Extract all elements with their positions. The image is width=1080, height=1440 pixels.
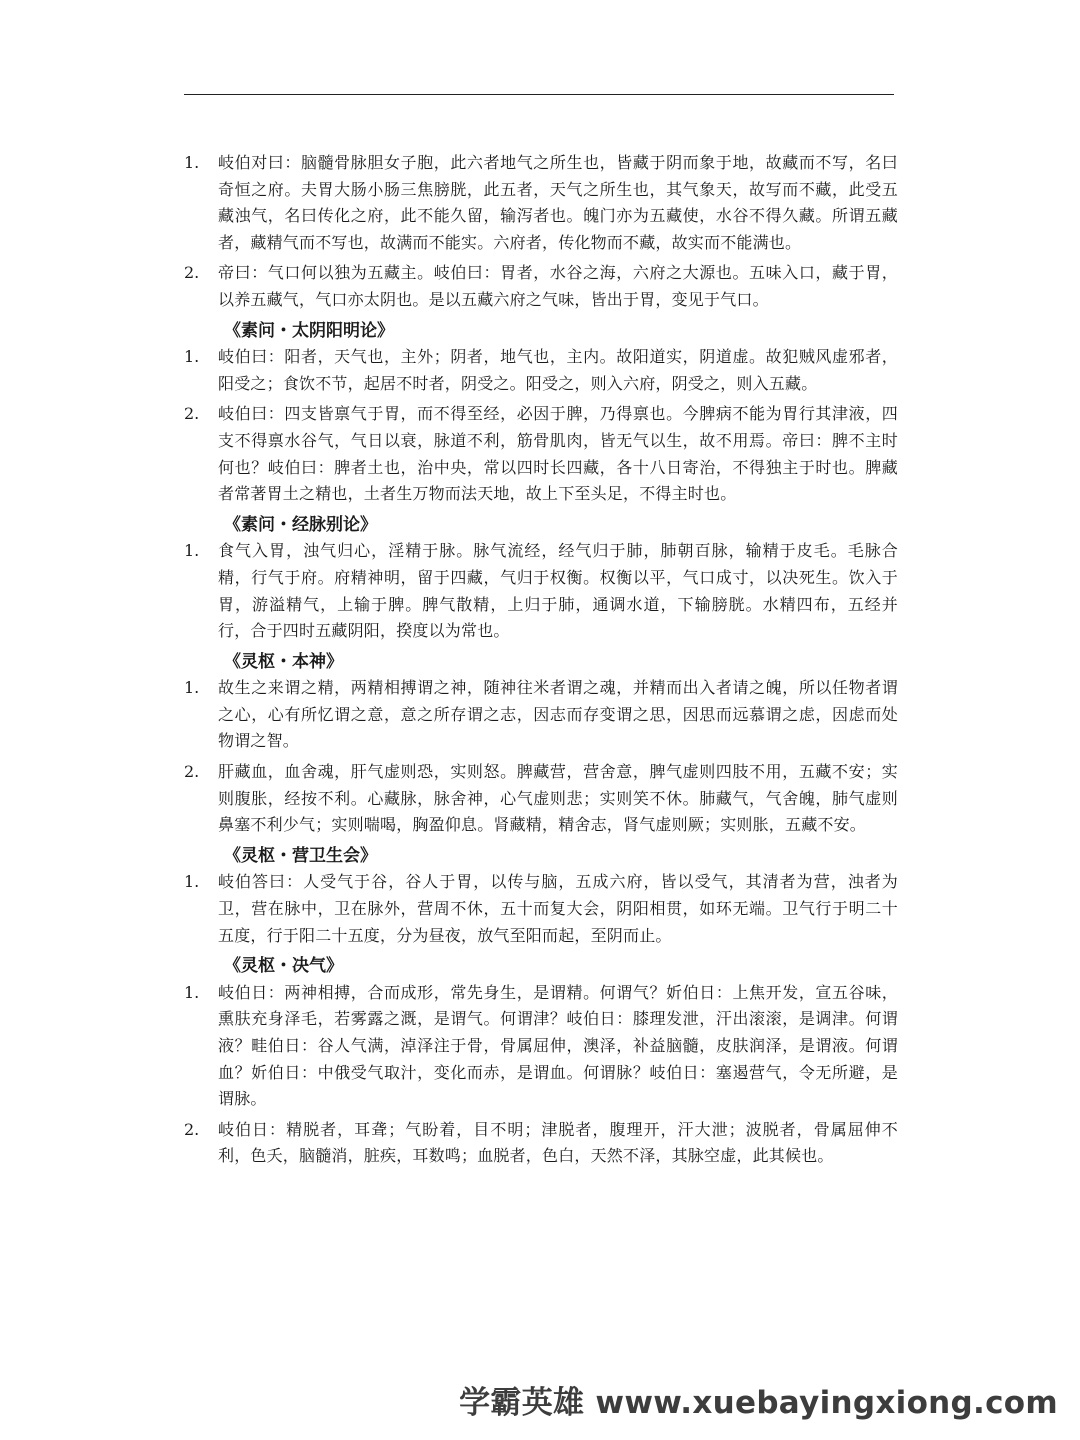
item-number: 1. bbox=[184, 982, 200, 1002]
item-text: 肝藏血，血舍魂，肝气虚则恐，实则怒。脾藏营，营舍意，脾气虚则四肢不用，五藏不安；实则腹胀，经按不利。心藏脉，脉舍神，心气虚则悲；实则笑不休。肺藏气，气舍魄，肺气虚则鼻塞不利少气；实则喘喝，胸盈仰息。肾藏精，精舍志，肾气虚则厥；实则胀，五藏不安。 bbox=[218, 762, 898, 835]
item-number: 1. bbox=[184, 678, 200, 698]
item-text: 岐伯曰：四支皆禀气于胃，而不得至经，必因于脾，乃得禀也。今脾病不能为胃行其津液，四支不得禀水谷气，气日以衰，脉道不利，筋骨肌肉，皆无气以生，故不用焉。帝曰：脾不主时何也？岐伯曰：脾者土也，治中央，常以四时长四藏，各十八日寄治，不得独主于时也。脾藏者常著胃土之精也，土者生万物而法天地，故上下至头足，不得主时也。 bbox=[218, 404, 898, 504]
list-item bbox=[184, 759, 898, 839]
item-text: 故生之来谓之精，两精相搏谓之神，随神往米者谓之魂，并精而出入者请之魄，所以任物者谓之心，心有所忆谓之意，意之所存谓之志，因志而存变谓之思，因思而远慕谓之虑，因虑而处物谓之智。 bbox=[218, 678, 898, 751]
section-heading: 《灵枢・决气》 bbox=[224, 956, 343, 977]
section-heading: 《灵枢・本神》 bbox=[224, 651, 343, 672]
watermark: 学霸英雄 www.xuebayingxiong.com bbox=[459, 1385, 1058, 1421]
section-heading: 《素问・经脉别论》 bbox=[224, 514, 377, 535]
item-text: 食气入胃，浊气归心，淫精于脉。脉气流经，经气归于肺，肺朝百脉，输精于皮毛。毛脉合精，行气于府。府精神明，留于四藏，气归于权衡。权衡以平，气口成寸，以决死生。饮入于胃，游溢精气，上输于脾。脾气散精，上归于肺，通调水道，下输膀胱。水精四布，五经并行，合于四时五藏阴阳，揆度以为常也。 bbox=[218, 541, 898, 641]
item-number: 1. bbox=[184, 541, 200, 561]
document-body bbox=[184, 150, 898, 1174]
item-number: 2. bbox=[184, 1119, 200, 1139]
list-item bbox=[184, 150, 898, 256]
item-number: 2. bbox=[184, 263, 200, 283]
section-heading: 《素问・太阴阳明论》 bbox=[224, 320, 394, 341]
section-heading: 《灵枢・营卫生会》 bbox=[224, 845, 377, 866]
list-item bbox=[184, 344, 898, 397]
item-text: 岐伯答曰：人受气于谷，谷人于胃，以传与脑，五成六府，皆以受气，其清者为营，浊者为卫，营在脉中，卫在脉外，营周不休，五十而复大会，阴阳相贯，如环无端。卫气行于明二十五度，行于阳二十五度，分为昼夜，放气至阳而起，至阴而止。 bbox=[218, 872, 898, 945]
item-text: 岐伯日：精脱者，耳聋；气盼着，目不明；津脱者，腹理开，汗大泄；波脱者，骨属屈伸不利，色夭，脑髓消，脏疾，耳数鸣；血脱者，色白，天然不泽，其脉空虚，此其候也。 bbox=[218, 1119, 898, 1166]
list-item bbox=[184, 1117, 898, 1170]
header-rule bbox=[184, 94, 894, 95]
list-item bbox=[184, 980, 898, 1113]
list-item bbox=[184, 260, 898, 313]
item-text: 岐伯曰：阳者，天气也，主外；阴者，地气也，主内。故阳道实，阴道虚。故犯贼风虚邪者，阳受之；食饮不节，起居不时者，阴受之。阳受之，则入六府，阴受之，则入五藏。 bbox=[218, 347, 898, 393]
list-item bbox=[184, 401, 898, 507]
item-text: 岐伯日：两神相搏，合而成形，常先身生，是谓精。何谓气？妡伯日：上焦开发，宣五谷味，熏肤充身泽毛，若雾露之溉，是谓气。何谓津？岐伯日：膝理发泄，汗出滚滚，是调津。何谓液？畦伯日：谷人气满，淖泽注于骨，骨属屈伸，澳泽，补益脑髓，皮肤润泽，是谓液。何谓血？妡伯日：中俄受气取汁，变化而赤，是谓血。何谓脉？岐伯日：塞遏营气，令无所避，是谓脉。 bbox=[218, 982, 898, 1109]
item-number: 2. bbox=[184, 762, 200, 782]
item-text: 岐伯对曰：脑髓骨脉胆女子胞，此六者地气之所生也，皆藏于阴而象于地，故藏而不写，名曰奇恒之府。夫胃大肠小肠三焦膀胱，此五者，天气之所生也，其气象天，故写而不藏，此受五藏浊气，名曰传化之府，此不能久留，输泻者也。魄门亦为五藏使，水谷不得久藏。所谓五藏者，藏精气而不写也，故满而不能实。六府者，传化物而不藏，故实而不能满也。 bbox=[218, 153, 898, 252]
item-text: 帝曰：气口何以独为五藏主。岐伯曰：胃者，水谷之海，六府之大源也。五味入口，藏于胃，以养五藏气，气口亦太阴也。是以五藏六府之气味，皆出于胃，变见于气口。 bbox=[218, 263, 898, 309]
list-item bbox=[184, 869, 898, 949]
item-number: 1. bbox=[184, 347, 200, 367]
list-item bbox=[184, 538, 898, 644]
list-item bbox=[184, 675, 898, 755]
item-number: 1. bbox=[184, 153, 200, 172]
item-number: 1. bbox=[184, 872, 200, 892]
item-number: 2. bbox=[184, 404, 200, 424]
